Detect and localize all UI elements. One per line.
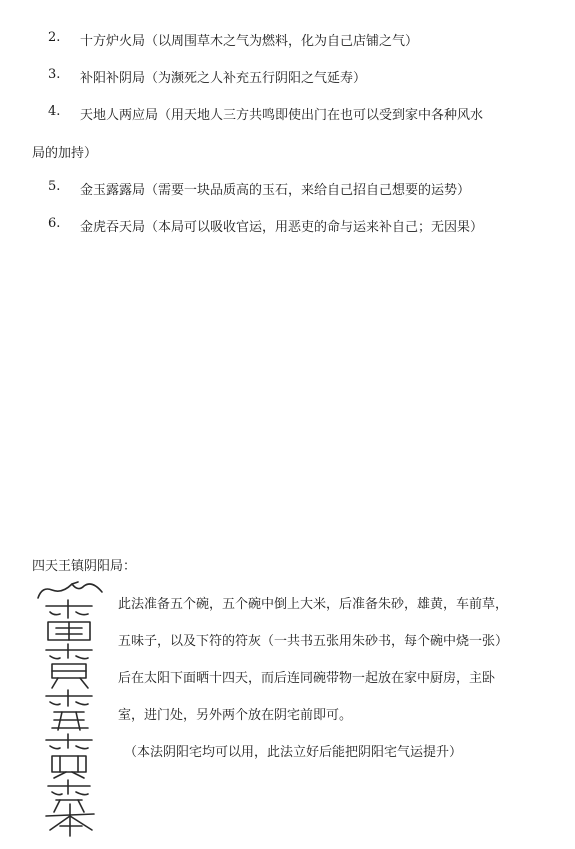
list-number: 5.: [48, 179, 61, 194]
paragraph-line: 室，进门处，另外两个放在阴宅前即可。: [118, 708, 353, 723]
list-text: 金玉露露局（需要一块品质高的玉石，来给自己招自己想要的运势）: [80, 183, 471, 198]
list-number: 6.: [48, 216, 61, 231]
list-text-continuation: 局的加持）: [32, 146, 98, 161]
list-number: 4.: [48, 104, 61, 119]
section-title: 四天王镇阴阳局：: [32, 559, 137, 574]
list-text: 金虎吞天局（本局可以吸收官运，用恶吏的命与运来补自己；无因果）: [80, 220, 484, 235]
paragraph-line: 后在太阳下面晒十四天，而后连同碗带物一起放在家中厨房，主卧: [118, 671, 496, 686]
talisman-drawing-icon: [32, 578, 108, 840]
paragraph-line: 此法准备五个碗，五个碗中倒上大米，后准备朱砂，雄黄，车前草，: [118, 597, 509, 612]
list-number: 3.: [48, 67, 61, 82]
list-text: 十方炉火局（以周围草木之气为燃料，化为自己店铺之气）: [80, 34, 419, 49]
paragraph-note: （本法阴阳宅均可以用，此法立好后能把阴阳宅气运提升）: [124, 745, 463, 760]
list-number: 2.: [48, 30, 61, 45]
paragraph-line: 五味子，以及下符的符灰（一共书五张用朱砂书，每个碗中烧一张）: [118, 634, 509, 649]
list-text: 天地人两应局（用天地人三方共鸣即使出门在也可以受到家中各种风水: [80, 108, 484, 123]
list-text: 补阳补阴局（为濒死之人补充五行阴阳之气延寿）: [80, 71, 367, 86]
